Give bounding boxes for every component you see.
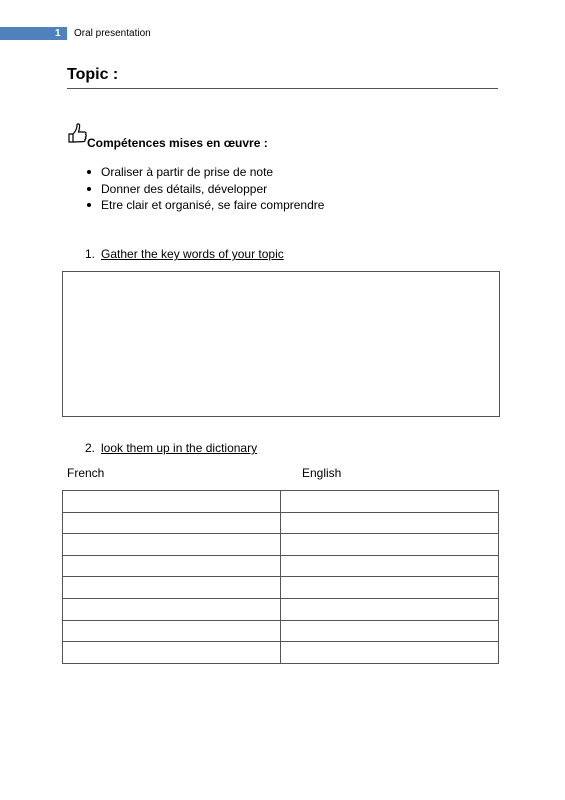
table-cell-english[interactable]	[281, 512, 499, 534]
table-cell-french[interactable]	[63, 642, 281, 664]
page-number: 1	[55, 28, 61, 39]
list-item: Donner des détails, développer	[87, 181, 324, 198]
bullet-icon	[87, 187, 91, 191]
table-row	[63, 534, 499, 556]
step-text: Gather the key words of your topic	[101, 247, 284, 261]
table-cell-english[interactable]	[281, 491, 499, 513]
table-cell-french[interactable]	[63, 598, 281, 620]
table-cell-french[interactable]	[63, 491, 281, 513]
column-header-french: French	[67, 466, 105, 480]
step-2	[85, 441, 257, 455]
keywords-box[interactable]	[62, 271, 500, 417]
table-cell-english[interactable]	[281, 642, 499, 664]
table-row	[63, 577, 499, 599]
table-cell-english[interactable]	[281, 577, 499, 599]
table-cell-french[interactable]	[63, 577, 281, 599]
competences-heading: Compétences mises en œuvre :	[87, 136, 268, 150]
table-cell-english[interactable]	[281, 534, 499, 556]
table-cell-english[interactable]	[281, 555, 499, 577]
column-header-english: English	[302, 466, 342, 480]
list-item: Etre clair et organisé, se faire comprendre	[87, 197, 324, 214]
step-text: look them up in the dictionary	[101, 441, 258, 455]
table-row	[63, 642, 499, 664]
table-cell-english[interactable]	[281, 620, 499, 642]
competences-list	[87, 164, 324, 214]
table-row	[63, 512, 499, 534]
table-row	[63, 620, 499, 642]
table-cell-french[interactable]	[63, 512, 281, 534]
step-1	[85, 247, 284, 261]
table-cell-english[interactable]	[281, 598, 499, 620]
topic-label: Topic :	[67, 66, 119, 83]
step-number: 1.	[85, 247, 96, 261]
table-row	[63, 598, 499, 620]
table-row	[63, 555, 499, 577]
bullet-icon	[87, 170, 91, 174]
table-cell-french[interactable]	[63, 534, 281, 556]
list-item: Oraliser à partir de prise de note	[87, 164, 324, 181]
step-number: 2.	[85, 441, 96, 455]
bullet-icon	[87, 203, 91, 207]
dictionary-table	[62, 490, 499, 664]
header-title: Oral presentation	[74, 28, 151, 39]
thumbs-up-icon	[66, 122, 88, 144]
topic-underline	[67, 88, 498, 89]
table-cell-french[interactable]	[63, 555, 281, 577]
table-row	[63, 491, 499, 513]
table-cell-french[interactable]	[63, 620, 281, 642]
